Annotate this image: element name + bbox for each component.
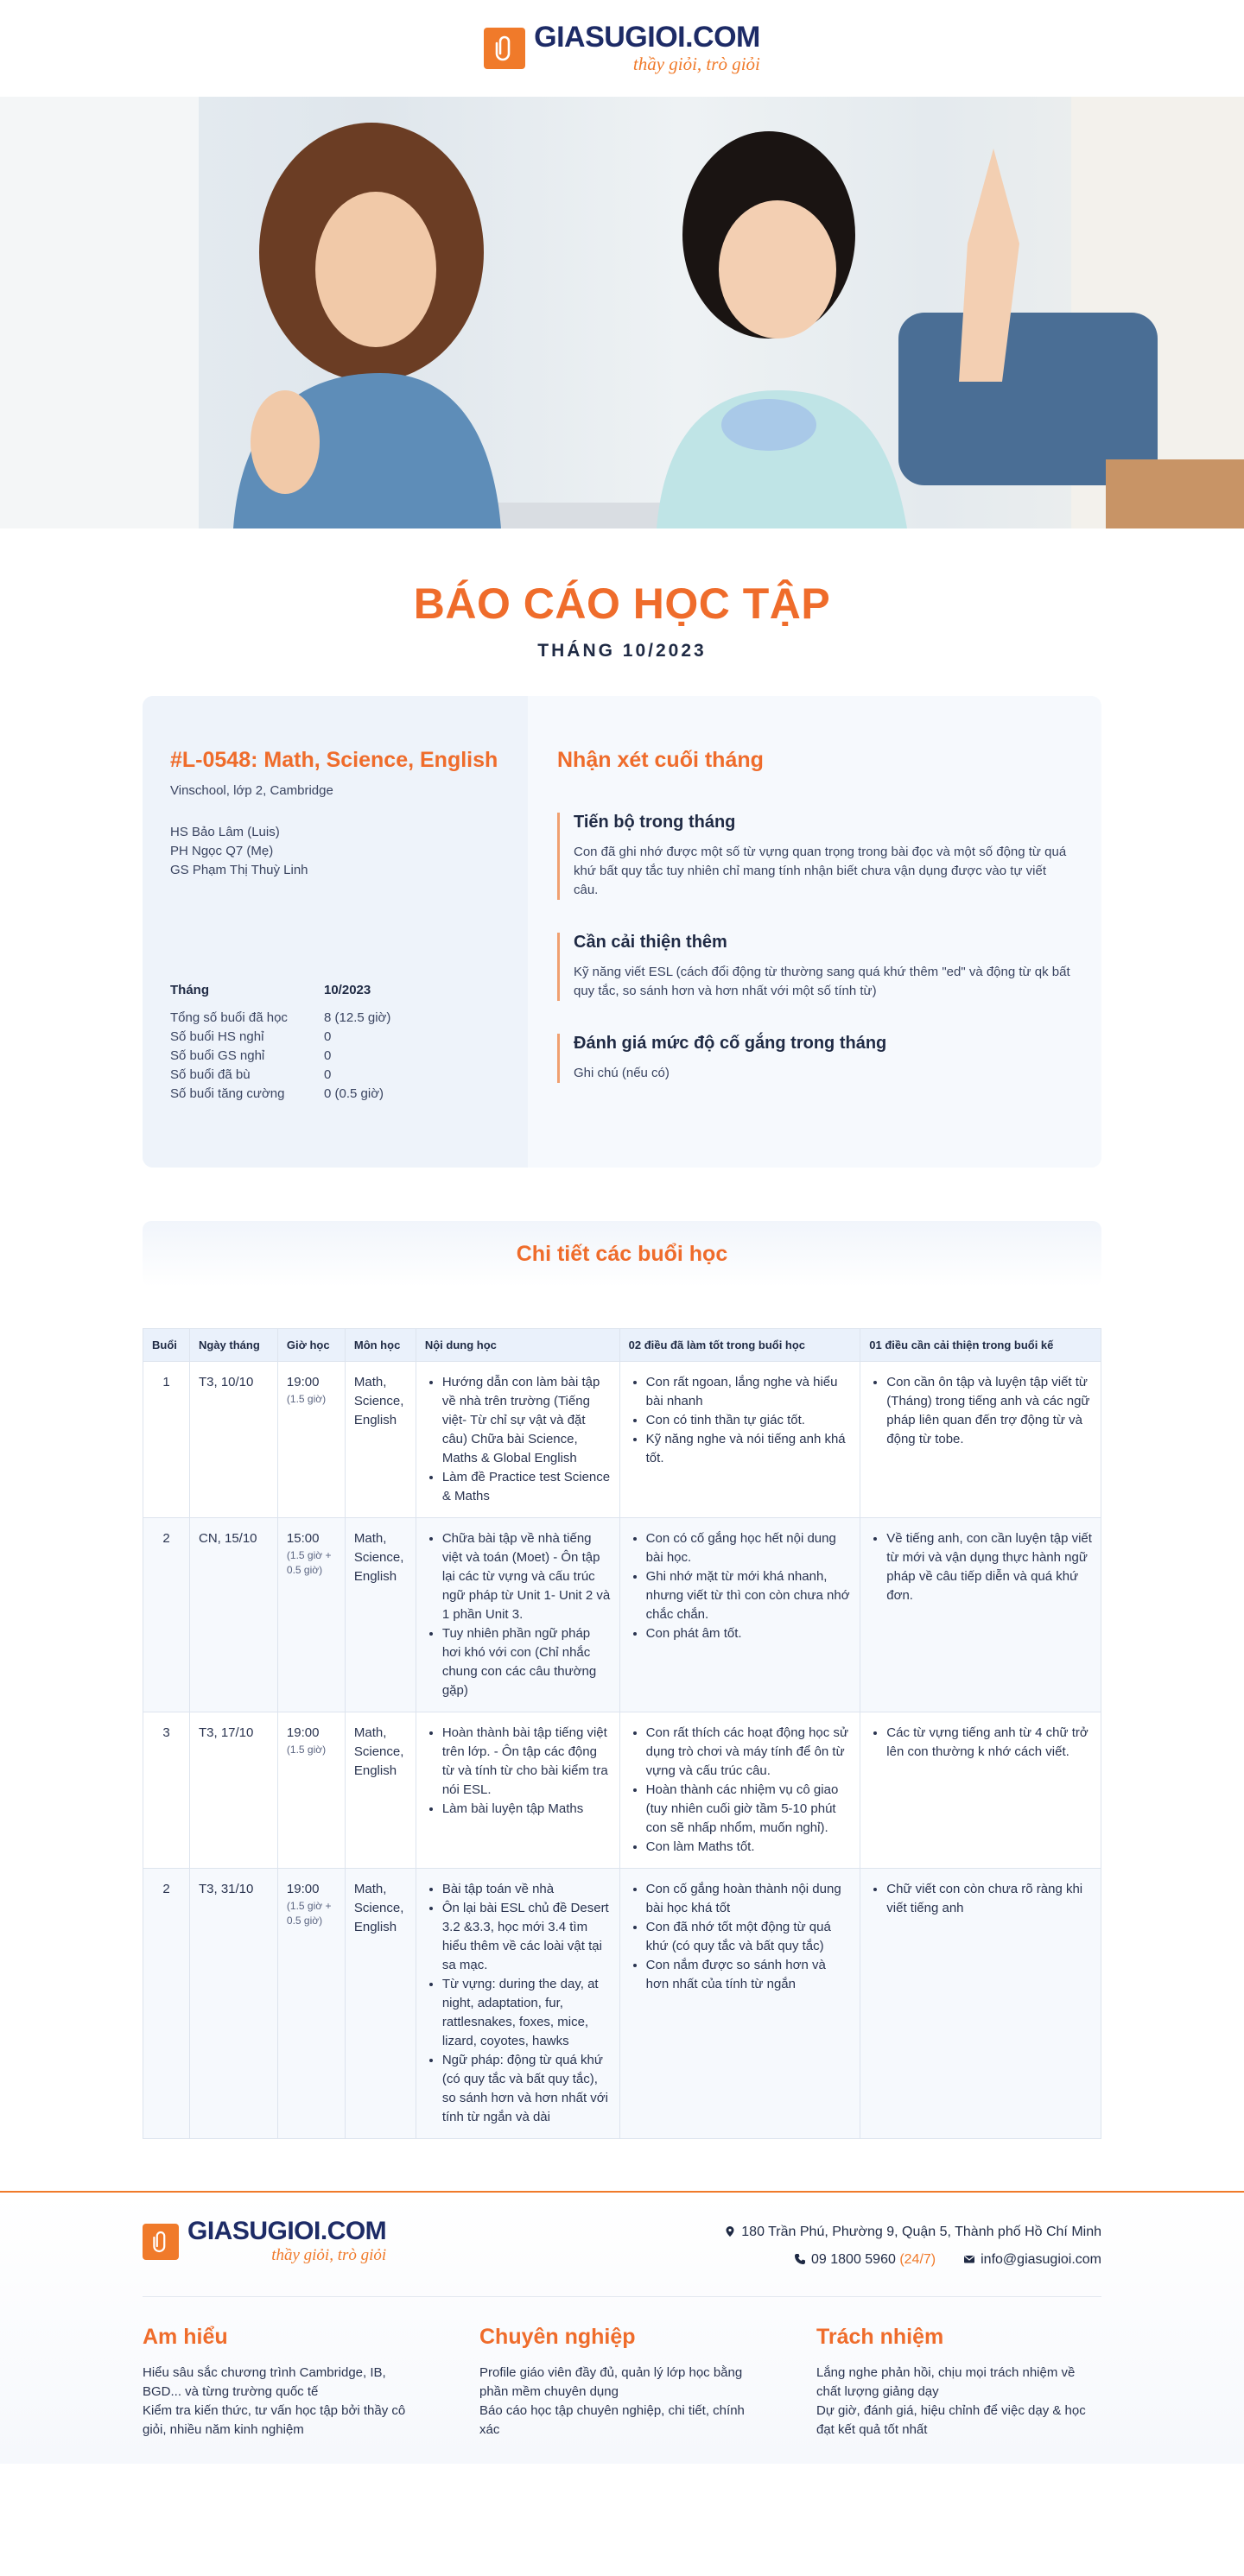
stats-row: Tổng số buổi đã học 8 (12.5 giờ) (170, 1010, 391, 1025)
stats-header: Tháng 10/2023 (170, 983, 371, 997)
col-session: Buổi (143, 1329, 190, 1362)
stats-row: Số buổi HS nghỉ 0 (170, 1029, 332, 1044)
table-row: 2 CN, 15/10 15:00 (1.5 giờ + 0.5 giờ) Math, Science, English • Chữa bài tập về nhà tiếng việt và toán (Moet) - Ôn tập lại các từ vựng và cấu trúc ngữ pháp từ Unit 1- Unit 2 và 1 phần Unit 3. • Tuy nhiên phần ngữ pháp hơi khó với con (Chỉ nhắc chung con các câu thường gặp) • Con có cố gắng học hết nội dung bài học. • Ghi nhớ mặt từ mới khá nhanh, nhưng viết từ thì con còn chưa nhớ chắc chắn. • Con phát âm tốt. • Về tiếng anh, con cần luyện tập viết từ mới và vận dụng thực hành ngữ pháp về câu tiếp diễn và quá khứ đơn. (143, 1518, 1101, 1712)
value-column: Am hiểu Hiểu sâu sắc chương trình Cambridge, IB, BGD... và từng trường quốc tế Kiểm tra kiến thức, tư vấn học tập bởi thầy cô giỏi, nhiều năm kinh nghiệm (143, 2325, 406, 2437)
report-month: THÁNG 10/2023 (537, 641, 707, 661)
report-title: BÁO CÁO HỌC TẬP (413, 579, 831, 628)
value-column: Trách nhiệm Lắng nghe phản hồi, chịu mọi trách nhiệm về chất lượng giảng dạy Dự giờ, đánh giá, hiệu chỉnh để việc dạy & học đạt kết quả tốt nhất (816, 2325, 1086, 2437)
mail-icon (963, 2248, 975, 2260)
email-link[interactable]: info@giasugioi.com (963, 2246, 1101, 2274)
tutor-name: GS Phạm Thị Thuỳ Linh (170, 863, 308, 877)
review-effort: Đánh giá mức độ cố gắng trong tháng Ghi chú (nếu có) (557, 1034, 1072, 1083)
stats-row: Số buổi đã bù 0 (170, 1067, 332, 1082)
table-row: 3 T3, 17/10 19:00 (1.5 giờ) Math, Science, English • Hoàn thành bài tập tiếng việt trên lớp. - Ôn tập các động từ và tính từ cho bài kiểm tra nói ESL. • Làm bài luyện tập Maths • Con rất thích các hoạt động học sử dụng trò chơi và máy tính để ôn từ vựng và cấu trúc câu. • Hoàn thành các nhiệm vụ cô giao (tuy nhiên cuối giờ tầm 5-10 phút con sẽ nhấp nhổm, muốn nghỉ). • Con làm Maths tốt. • Các từ vựng tiếng anh từ 4 chữ trở lên con thường k nhớ cách viết. (143, 1712, 1101, 1869)
col-good: 02 điều đã làm tốt trong buổi học (619, 1329, 860, 1362)
site-header (0, 0, 1244, 97)
course-info-panel (143, 696, 528, 1168)
footer-values (143, 2297, 1101, 2440)
footer-brand-tagline: thầy giỏi, trò giỏi (271, 2246, 387, 2264)
col-time: Giờ học (277, 1329, 345, 1362)
attendance-stats (170, 981, 429, 1104)
table-row: 1 T3, 10/10 19:00 (1.5 giờ) Math, Science, English • Hướng dẫn con làm bài tập về nhà trên trường (Tiếng việt- Từ chỉ sự vật và đặt câu) Chữa bài Science, Maths & Global English • Làm đề Practice test Science & Maths • Con rất ngoan, lắng nghe và hiểu bài nhanh • Con có tinh thần tự giác tốt. • Kỹ năng nghe và nói tiếng anh khá tốt. • Con cần ôn tập và luyện tập viết từ (Tháng) trong tiếng anh và các ngữ pháp liên quan đến trợ động từ và động từ tobe. (143, 1362, 1101, 1518)
hero-photo (0, 97, 1244, 528)
col-improve: 01 điều cần cải thiện trong buổi kế (860, 1329, 1101, 1362)
brand-name: GIASUGIOI.COM (534, 20, 760, 54)
table-row: 2 T3, 31/10 19:00 (1.5 giờ + 0.5 giờ) Math, Science, English • Bài tập toán về nhà • Ôn lại bài ESL chủ đề Desert 3.2 &3.3, học mới 3.4 tìm hiểu thêm về các loài vật tại sa mạc. • Từ vựng: during the day, at night, adaptation, fur, rattlesnakes, foxes, mice, lizard, coyotes, hawks • Ngữ pháp: động từ quá khứ (có quy tắc và bất quy tắc), so sánh hơn và hơn nhất với tính từ ngắn và dài • Con cố gắng hoàn thành nội dung bài học khá tốt • Con đã nhớ tốt một động từ quá khứ (có quy tắc và bất quy tắc) • Con nắm được so sánh hơn và hơn nhất của tính từ ngắn • Chữ viết con còn chưa rõ ràng khi viết tiếng anh (143, 1869, 1101, 2139)
review-title: Nhận xét cuối tháng (557, 748, 764, 772)
footer-brand-name: GIASUGIOI.COM (187, 2217, 387, 2245)
review-improve: Cần cải thiện thêm Kỹ năng viết ESL (cách đổi động từ thường sang quá khứ thêm "ed" và động từ qk bất quy tắc, so sánh hơn và hơn nhất với một số tính từ) (557, 933, 1072, 1001)
brand-logo[interactable] (484, 22, 760, 75)
session-details-heading: Chi tiết các buổi học (143, 1221, 1101, 1287)
footer-logo[interactable] (143, 2218, 386, 2265)
col-date: Ngày tháng (189, 1329, 277, 1362)
brand-tagline: thầy giỏi, trò giỏi (632, 53, 760, 74)
report-header (0, 528, 1244, 661)
course-school: Vinschool, lớp 2, Cambridge (170, 783, 333, 798)
location-icon (724, 2220, 736, 2232)
student-name: HS Bảo Lâm (Luis) (170, 825, 280, 839)
phone-link[interactable]: 09 1800 5960 (24/7) (794, 2246, 936, 2274)
table-header-row (143, 1329, 1101, 1362)
stats-row: Số buổi tăng cường 0 (0.5 giờ) (170, 1086, 384, 1101)
value-column: Chuyên nghiệp Profile giáo viên đầy đủ, quản lý lớp học bằng phần mềm chuyên dụng Báo cáo học tập chuyên nghiệp, chi tiết, chính xác (479, 2325, 745, 2437)
stats-row: Số buổi GS nghỉ 0 (170, 1048, 332, 1063)
course-title: #L-0548: Math, Science, English (170, 748, 498, 772)
review-progress: Tiến bộ trong tháng Con đã ghi nhớ được một số từ vựng quan trọng trong bài đọc và một số động từ quá khứ bất quy tắc tuy nhiên chỉ mang tính nhận biết chưa vận dụng được vào tự viết câu. (557, 813, 1072, 900)
contact-info (724, 2218, 1101, 2274)
site-footer (0, 2191, 1244, 2464)
summary-card (143, 696, 1101, 1168)
paperclip-icon (143, 2224, 179, 2260)
col-content: Nội dung học (416, 1329, 619, 1362)
paperclip-icon (484, 28, 525, 69)
address-line: 180 Trần Phú, Phường 9, Quận 5, Thành phố Hồ Chí Minh (724, 2218, 1101, 2246)
sessions-table-wrapper (143, 1328, 1101, 2139)
col-subject: Môn học (345, 1329, 416, 1362)
sessions-table (143, 1328, 1101, 2139)
phone-icon (794, 2248, 806, 2260)
hero-illustration (0, 97, 1244, 528)
monthly-review-panel (528, 696, 1101, 1168)
parent-name: PH Ngọc Q7 (Mẹ) (170, 844, 274, 858)
